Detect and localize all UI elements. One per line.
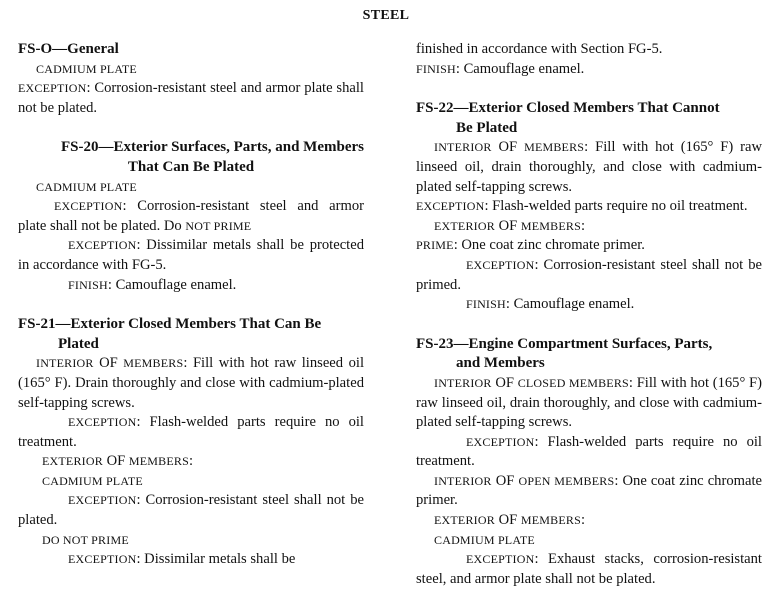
fs23-cadmium-plate: CADMIUM PLATE	[434, 532, 535, 547]
fs23-interior-open-members: INTERIOR OF OPEN MEMBERS: One coat zinc chromate primer.	[416, 472, 762, 509]
fs22-exterior-of-members: EXTERIOR OF MEMBERS:	[434, 217, 586, 234]
section-heading-fs0: FS-O—General	[18, 41, 119, 57]
fs22-interior-of-members: INTERIOR OF MEMBERS: Fill with hot (165° F) raw linseed oil, drain thoroughly, and close with cadmium-plated self-tapping screws.	[416, 139, 763, 195]
fs22-exception-2: EXCEPTION: Corrosion-resistant steel shall not be primed.	[416, 256, 762, 293]
continuation-finish: FINISH: Camouflage enamel.	[416, 60, 585, 77]
section-heading-fs20: FS-20—Exterior Surfaces, Parts, and Members That Can Be Plated	[60, 139, 364, 175]
fs0-cadmium-plate: CADMIUM PLATE	[36, 61, 137, 76]
continuation-text: finished in accordance with Section FG-5.	[416, 41, 663, 57]
fs21-exception-3: EXCEPTION: Dissimilar metals shall be	[68, 551, 296, 568]
fs23-exception-1: EXCEPTION: Flash-welded parts require no oil treatment.	[416, 433, 762, 470]
right-column	[416, 40, 762, 589]
fs21-do-not-prime: DO NOT PRIME	[42, 532, 129, 547]
fs21-exception-1: EXCEPTION: Flash-welded parts require no oil treatment.	[18, 414, 364, 450]
fs23-exterior-of-members: EXTERIOR OF MEMBERS:	[434, 512, 586, 529]
fs21-exception-2: EXCEPTION: Corrosion-resistant steel shall not be plated.	[18, 492, 364, 529]
page-title: STEEL	[362, 8, 410, 23]
section-heading-fs22: FS-22—Exterior Closed Members That Cannot Be Plated	[416, 100, 720, 136]
left-column	[18, 40, 364, 570]
fs21-exterior-of-members: EXTERIOR OF MEMBERS:	[42, 453, 194, 470]
fs20-finish: FINISH: Camouflage enamel.	[68, 276, 237, 293]
fs0-exception: EXCEPTION: Corrosion-resistant steel and armor plate shall not be plated.	[18, 80, 364, 116]
section-heading-fs23: FS-23—Engine Compartment Surfaces, Parts, and Members	[416, 335, 713, 372]
fs21-interior-of-members: INTERIOR OF MEMBERS: Fill with hot raw linseed oil (165° F). Drain thoroughly and close with cadmium-plated self-tapping screws.	[18, 355, 364, 411]
fs20-exception-2: EXCEPTION: Dissimilar metals shall be protected in accordance with FG-5.	[18, 237, 364, 273]
fs22-finish: FINISH: Camouflage enamel.	[466, 296, 635, 313]
fs20-cadmium-plate: CADMIUM PLATE	[36, 179, 137, 194]
section-heading-fs21: FS-21—Exterior Closed Members That Can Be Plated	[18, 316, 322, 352]
fs20-exception-1: EXCEPTION: Corrosion-resistant steel and armor plate shall not be plated. Do NOT PRIME	[18, 198, 364, 234]
fs21-cadmium-plate: CADMIUM PLATE	[42, 473, 143, 488]
fs23-interior-closed-members: INTERIOR OF CLOSED MEMBERS: Fill with hot (165° F) raw linseed oil, drain thoroughly, and close with cadmium-plated self-tapping screws.	[416, 374, 763, 431]
fs23-exception-2: EXCEPTION: Exhaust stacks, corrosion-resistant steel, and armor plate shall not be plated.	[416, 551, 762, 587]
fs22-exception-1: EXCEPTION: Flash-welded parts require no oil treatment.	[416, 198, 748, 215]
fs22-prime: PRIME: One coat zinc chromate primer.	[416, 237, 645, 254]
